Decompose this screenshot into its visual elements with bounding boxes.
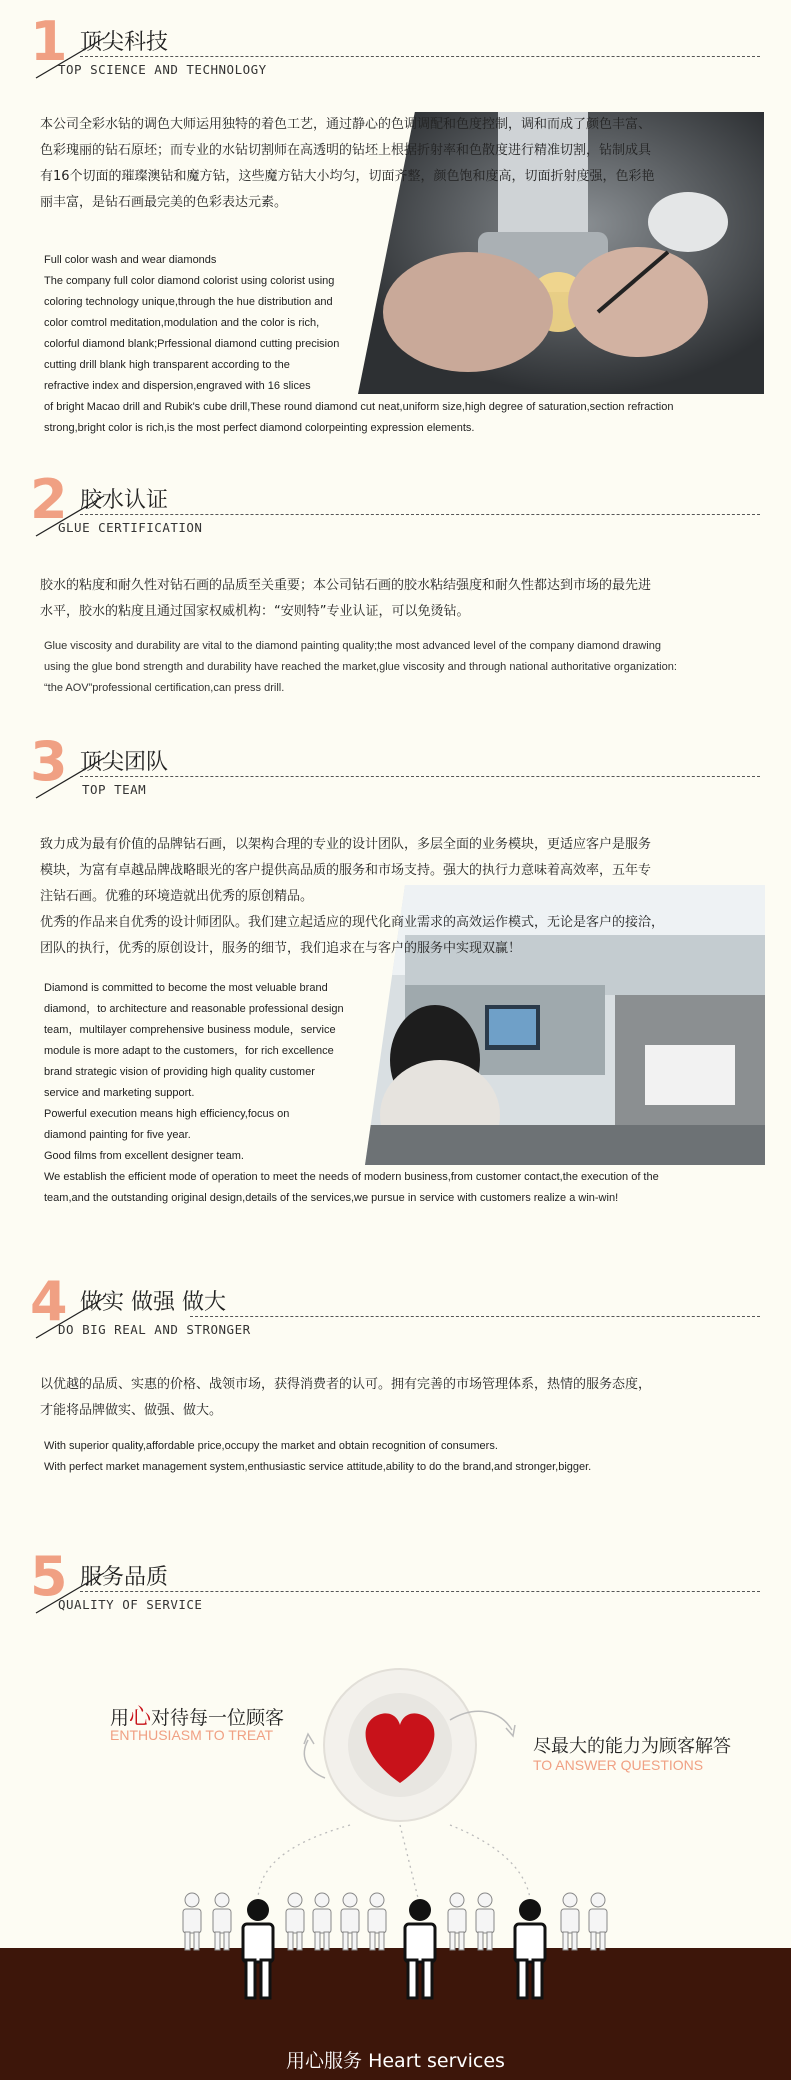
cn-line: 致力成为最有价值的品牌钻石画，以架构合理的专业的设计团队，多层全面的业务模块，更适应客户是服务 [40,837,652,852]
en-paragraph [44,636,764,699]
en-line: coloring technology unique,through the hue distribution and [44,296,333,308]
person-icon [243,1899,273,1998]
en-line: of bright Macao drill and Rubik's cube drill,These round diamond cut neat,uniform size,high degree of saturation,section refraction [44,401,674,413]
section-header [30,1270,760,1350]
cn-line: 色彩瑰丽的钻石原坯；而专业的水钻切割师在高透明的钻坯上根据折射率和色散度进行精准切割，钻制成具 [40,143,652,158]
cn-line: 丽丰富，是钻石画最完美的色彩表达元素。 [40,195,288,210]
dotted-connectors [240,1820,560,1900]
en-paragraph [44,1436,764,1478]
section-title: 做实 做强 做大 [80,1290,226,1315]
en-line: Powerful execution means high efficiency,focus on [44,1108,290,1120]
en-line: diamond，to architecture and reasonable professional design [44,1003,344,1015]
section-header [30,730,760,810]
person-icon [448,1893,466,1950]
person-icon [561,1893,579,1950]
section-header [30,468,760,548]
cn-line: 水平，胶水的粘度且通过国家权威机构：“安则特”专业认证，可以免烫钻。 [40,604,470,619]
cn-line: 团队的执行，优秀的原创设计，服务的细节，我们追求在与客户的服务中实现双赢！ [40,941,522,956]
curved-arrows [300,1700,520,1800]
bottom-slogan: 用心服务 Heart services [286,2050,505,2072]
person-icon [286,1893,304,1950]
section-do-big [0,1270,791,1480]
en-line: The company full color diamond colorist using colorist using [44,275,335,287]
section-subtitle: QUALITY OF SERVICE [58,1597,203,1612]
left-slogan-post: 对待每一位顾客 [151,1707,285,1729]
person-icon [213,1893,231,1950]
right-slogan-en: TO ANSWER QUESTIONS [533,1757,704,1773]
cn-line: 本公司全彩水钻的调色大师运用独特的着色工艺，通过静心的色调调配和色度控制，调和而成了颜色丰富、 [40,117,652,132]
section-number: 4 [30,1270,68,1333]
dashed-divider [190,1316,760,1317]
section-header [30,1545,760,1625]
right-slogan: 尽最大的能力为顾客解答 [533,1736,731,1757]
section-number: 5 [30,1545,68,1608]
en-line: brand strategic vision of providing high quality customer [44,1066,315,1078]
person-icon [313,1893,331,1950]
en-line: With perfect market management system,enthusiastic service attitude,ability to do the brand,and stronger,bigger. [44,1461,592,1473]
section-subtitle: TOP SCIENCE AND TECHNOLOGY [58,62,267,77]
cn-line: 胶水的粘度和耐久性对钻石画的品质至关重要；本公司钻石画的胶水粘结强度和耐久性都达到市场的最先进 [40,578,652,593]
cn-line: 模块，为富有卓越品牌战略眼光的客户提供高品质的服务和市场支持。强大的执行力意味着高效率，五年专 [40,863,652,878]
en-line: refractive index and dispersion,engraved with 16 slices [44,380,311,392]
en-line: Good films from excellent designer team. [44,1150,244,1162]
en-line: team，multilayer comprehensive business module，service [44,1024,336,1036]
section-title: 顶尖科技 [80,30,169,55]
section-title: 顶尖团队 [80,750,169,775]
cn-paragraph [40,573,752,625]
section-number: 2 [30,468,68,531]
en-paragraph [44,978,764,1209]
en-line: service and marketing support. [44,1087,195,1099]
en-line: Glue viscosity and durability are vital to the diamond painting quality;the most advanced level of the company diamond drawing [44,640,661,652]
en-line: “the AOV”professional certification,can press drill. [44,682,285,694]
cn-line: 以优越的品质、实惠的价格、战领市场，获得消费者的认可。拥有完善的市场管理体系，热情的服务态度， [40,1377,652,1392]
en-line: With superior quality,affordable price,occupy the market and obtain recognition of consumers. [44,1440,498,1452]
en-line: We establish the efficient mode of operation to meet the needs of modern business,from customer contact,the execution of the [44,1171,659,1183]
en-line: module is more adapt to the customers，for rich excellence [44,1045,334,1057]
en-line: cutting drill blank high transparent according to the [44,359,290,371]
en-line: colorful diamond blank;Prfessional diamond cutting precision [44,338,340,350]
person-icon [341,1893,359,1950]
en-line: using the glue bond strength and durability have reached the market,glue viscosity and through national authoritative organization: [44,661,677,673]
person-icon [515,1899,545,1998]
section-number: 3 [30,730,68,793]
dashed-divider [80,776,760,777]
section-subtitle: DO BIG REAL AND STRONGER [58,1322,251,1337]
left-slogan-pre: 用 [110,1707,130,1729]
person-icon [183,1893,201,1950]
cn-line: 才能将品牌做实、做强、做大。 [40,1403,223,1418]
cn-line: 有16个切面的璀璨澳钻和魔方钻，这些魔方钻大小均匀，切面齐整，颜色饱和度高，切面折射度强，色彩艳 [40,169,655,184]
en-line: Diamond is committed to become the most veluable brand [44,982,328,994]
section-title: 服务品质 [80,1565,169,1590]
cn-line: 优秀的作品来自优秀的设计师团队。我们建立起适应的现代化商业需求的高效运作模式，无论是客户的接洽， [40,915,665,930]
dashed-divider [80,514,760,515]
person-icon [368,1893,386,1950]
people-group [170,1890,630,2020]
en-line: strong,bright color is rich,is the most perfect diamond colorpeinting expression elements. [44,422,475,434]
section-top-team [0,730,791,1220]
person-icon [476,1893,494,1950]
dashed-divider [80,1591,760,1592]
en-paragraph [44,250,764,439]
en-line: team,and the outstanding original design,details of the services,we pursue in service with customers realize a win-win! [44,1192,619,1204]
section-glue-certification [0,468,791,718]
left-slogan-heart: 心 [129,1705,152,1730]
left-slogan-en: ENTHUSIASM TO TREAT [110,1727,274,1743]
en-line: color comtrol meditation,modulation and the color is rich, [44,317,320,329]
section-quality-of-service [0,1545,791,1635]
section-number: 1 [30,10,68,73]
person-icon [589,1893,607,1950]
person-icon [405,1899,435,1998]
section-subtitle: GLUE CERTIFICATION [58,520,203,535]
cn-paragraph [40,1372,752,1424]
section-title: 胶水认证 [80,488,169,513]
section-header [30,10,760,90]
en-line: diamond painting for five year. [44,1129,191,1141]
section-subtitle: TOP TEAM [82,782,147,797]
en-line: Full color wash and wear diamonds [44,254,217,266]
cn-paragraph [40,832,752,962]
cn-line: 注钻石画。优雅的环境造就出优秀的原创精品。 [40,889,314,904]
dashed-divider [80,56,760,57]
cn-paragraph [40,112,752,216]
section-top-technology [0,10,791,440]
